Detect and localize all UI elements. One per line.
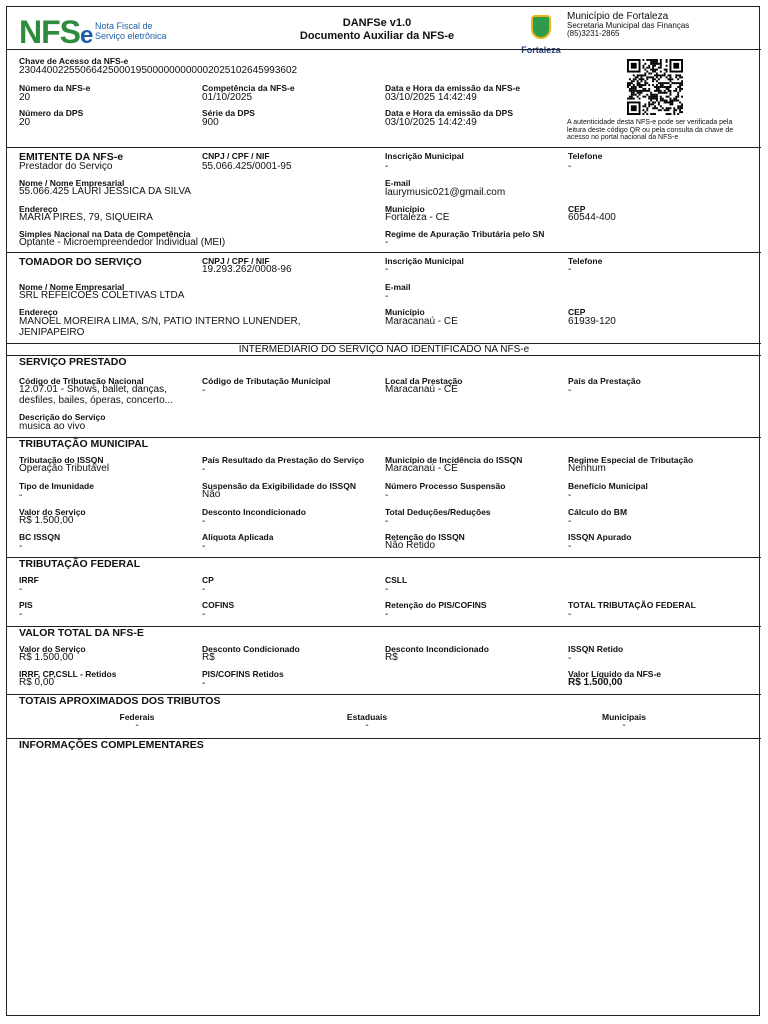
tomador-tel-label: Telefone xyxy=(568,256,603,266)
irrf-label: IRRF xyxy=(19,575,39,585)
nfse-logo-e: e xyxy=(80,22,93,49)
numero-dps-value: 20 xyxy=(19,117,31,128)
totais-fed-label: Federais xyxy=(119,712,155,722)
tomador-cep-value: 61939-120 xyxy=(568,316,616,327)
trib-mun-section-title: TRIBUTAÇÃO MUNICIPAL xyxy=(19,438,149,450)
desc-servico-label: Descrição do Serviço xyxy=(19,412,106,422)
tomador-end-line-1: MANOEL MOREIRA LIMA, S/N, PATIO INTERNO LUNENDER, xyxy=(19,316,301,327)
cod-nac-line-1: 12.07.01 - Shows, ballet, danças, xyxy=(19,384,167,395)
tomador-tel-value: - xyxy=(568,264,572,275)
csll-label: CSLL xyxy=(385,575,408,585)
desc-inc-label: Desconto Incondicionado xyxy=(202,507,306,517)
emitente-end-value: MARIA PIRES, 79, SIQUEIRA xyxy=(19,212,153,223)
local-prestacao-label: Local da Prestação xyxy=(385,376,463,386)
processo-label: Número Processo Suspensão xyxy=(385,481,506,491)
totais-mun-label: Municipais xyxy=(602,712,646,722)
cod-mun-value: - xyxy=(202,385,206,396)
tomador-cnpj-value: 19.293.262/0008-96 xyxy=(202,264,292,275)
pis-label: PIS xyxy=(19,600,33,610)
divider xyxy=(7,49,761,50)
valor-total-section-title: VALOR TOTAL DA NFS-E xyxy=(19,627,144,639)
emitente-cep-label: CEP xyxy=(568,204,586,214)
cod-nac-label: Código de Tributação Nacional xyxy=(19,376,144,386)
logo-sub-line-1: Nota Fiscal de xyxy=(95,21,153,31)
serie-dps-value: 900 xyxy=(202,117,219,128)
bc-issqn-value: - xyxy=(19,541,23,552)
mun-inc-label: Município de Incidência do ISSQN xyxy=(385,455,523,465)
trib-issqn-label: Tributação do ISSQN xyxy=(19,455,104,465)
chave-label: Chave de Acesso da NFS-e xyxy=(19,56,129,66)
vt-valor-value: R$ 1.500,00 xyxy=(19,652,74,663)
emitente-cnpj-value: 55.066.425/0001-95 xyxy=(202,161,292,172)
emitente-section-title: EMITENTE DA NFS-e xyxy=(19,151,124,163)
issqn-apurado-label: ISSQN Apurado xyxy=(568,532,632,542)
issqn-apurado-value: - xyxy=(568,541,572,552)
desc-servico-value: musica ao vivo xyxy=(19,421,86,432)
valor-servico-value: R$ 1.500,00 xyxy=(19,515,74,526)
vt-pis-value: - xyxy=(202,678,206,689)
competencia-label: Competência da NFS-e xyxy=(202,83,295,93)
totais-est-value: - xyxy=(365,720,369,731)
tomador-im-value: - xyxy=(385,264,389,275)
emissao-nfse-value: 03/10/2025 14:42:49 xyxy=(385,92,477,103)
emitente-nome-value: 55.066.425 LAURI JESSICA DA SILVA xyxy=(19,186,191,197)
cod-mun-label: Código de Tributação Municipal xyxy=(202,376,331,386)
deducoes-value: - xyxy=(385,516,389,527)
tomador-mun-value: Maracanaú - CE xyxy=(385,316,458,327)
local-prestacao-value: Maracanaú - CE xyxy=(385,384,458,395)
cod-nac-line-2: desfiles, bailes, óperas, concerto... xyxy=(19,395,173,406)
valor-servico-label: Valor do Serviço xyxy=(19,507,86,517)
vt-desc-cond-label: Desconto Condicionado xyxy=(202,644,300,654)
emitente-tel-value: - xyxy=(568,161,572,172)
suspensao-value: Não xyxy=(202,489,221,500)
cp-label: CP xyxy=(202,575,214,585)
tomador-cep-label: CEP xyxy=(568,307,586,317)
chave-value: 23044002255066425000195000000000002025102645993602 xyxy=(19,65,298,76)
totais-est-label: Estaduais xyxy=(346,712,388,722)
secretaria-name: Secretaria Municipal das Finanças xyxy=(567,21,690,30)
trib-fed-section-title: TRIBUTAÇÃO FEDERAL xyxy=(19,558,141,570)
emitente-cnpj-label: CNPJ / CPF / NIF xyxy=(202,151,270,161)
title-line-1: DANFSe v1.0 xyxy=(342,17,412,29)
emitente-nome-label: Nome / Nome Empresarial xyxy=(19,178,125,188)
pais-prestacao-value: - xyxy=(568,385,572,396)
vt-irrf-label: IRRF, CP,CSLL - Retidos xyxy=(19,669,117,679)
calc-bm-value: - xyxy=(568,516,572,527)
emitente-simples-value: Optante - Microempreendedor Individual (MEI) xyxy=(19,237,226,248)
suspensao-label: Suspensão da Exigibilidade do ISSQN xyxy=(202,481,356,491)
pais-prestacao-label: País da Prestação xyxy=(568,376,641,386)
emitente-email-value: laurymusic021@gmail.com xyxy=(385,187,506,198)
emitente-tel-label: Telefone xyxy=(568,151,603,161)
vt-iss-ret-label: ISSQN Retido xyxy=(568,644,624,654)
emitente-simples-label: Simples Nacional na Data de Competência xyxy=(19,229,191,239)
cofins-label: COFINS xyxy=(202,600,235,610)
bc-issqn-label: BC ISSQN xyxy=(19,532,61,542)
tomador-end-label: Endereço xyxy=(19,307,58,317)
danfse-document xyxy=(6,6,760,1016)
vt-desc-inc-label: Desconto Incondicionado xyxy=(385,644,489,654)
crest-shield-icon xyxy=(531,15,551,39)
vt-desc-cond-value: R$ xyxy=(202,652,215,663)
emissao-nfse-label: Data e Hora da emissão da NFS-e xyxy=(385,83,521,93)
qr-code-icon xyxy=(627,59,683,115)
imunidade-label: Tipo de Imunidade xyxy=(19,481,94,491)
municipio-phone: (85)3231-2865 xyxy=(567,29,620,38)
imunidade-value: - xyxy=(19,490,23,501)
desc-inc-value: - xyxy=(202,516,206,527)
retencao-issqn-label: Retenção do ISSQN xyxy=(385,532,465,542)
intermediario-note: INTERMEDIÁRIO DO SERVIÇO NÃO IDENTIFICADO NA NFS-e xyxy=(238,344,530,355)
nfse-logo-subtitle xyxy=(95,21,167,41)
tomador-end-line-2: JENIPAPEIRO xyxy=(19,327,85,338)
processo-value: - xyxy=(385,490,389,501)
emitente-end-label: Endereço xyxy=(19,204,58,214)
emitente-regime-value: - xyxy=(385,237,389,248)
divider xyxy=(7,252,761,253)
pais-res-value: - xyxy=(202,464,206,475)
emitente-role: Prestador do Serviço xyxy=(19,161,113,172)
vt-liquido-label: Valor Líquido da NFS-e xyxy=(568,669,662,679)
emitente-im-label: Inscrição Municipal xyxy=(385,151,464,161)
tomador-cnpj-label: CNPJ / CPF / NIF xyxy=(202,256,270,266)
tomador-im-label: Inscrição Municipal xyxy=(385,256,464,266)
vt-valor-label: Valor do Serviço xyxy=(19,644,86,654)
vt-liquido-value: R$ 1.500,00 xyxy=(568,677,623,688)
beneficio-label: Benefício Municipal xyxy=(568,481,648,491)
totais-section-title: TOTAIS APROXIMADOS DOS TRIBUTOS xyxy=(19,695,221,707)
crest-label: Fortaleza xyxy=(521,45,561,55)
irrf-value: - xyxy=(19,584,23,595)
logo-sub-line-2: Serviço eletrônica xyxy=(95,31,167,41)
emitente-cep-value: 60544-400 xyxy=(568,212,616,223)
ret-pis-cofins-label: Retenção do PIS/COFINS xyxy=(385,600,487,610)
tomador-email-label: E-mail xyxy=(385,282,411,292)
aliquota-label: Alíquota Aplicada xyxy=(202,532,274,542)
trib-issqn-value: Operação Tributável xyxy=(19,463,110,474)
vt-irrf-value: R$ 0,00 xyxy=(19,677,55,688)
servico-section-title: SERVIÇO PRESTADO xyxy=(19,356,127,368)
tomador-mun-label: Município xyxy=(385,307,425,317)
emissao-dps-value: 03/10/2025 14:42:49 xyxy=(385,117,477,128)
divider xyxy=(7,147,761,148)
municipio-name: Município de Fortaleza xyxy=(567,11,669,22)
emitente-email-label: E-mail xyxy=(385,178,411,188)
emitente-im-value: - xyxy=(385,161,389,172)
reg-esp-value: Nenhum xyxy=(568,463,606,474)
document-title xyxy=(227,17,527,43)
retencao-issqn-value: Não Retido xyxy=(385,540,436,551)
title-line-2: Documento Auxiliar da NFS-e xyxy=(299,30,455,42)
numero-nfse-label: Número da NFS-e xyxy=(19,83,91,93)
totais-fed-value: - xyxy=(135,720,139,731)
cofins-value: - xyxy=(202,609,206,620)
competencia-value: 01/10/2025 xyxy=(202,92,253,103)
numero-dps-label: Número da DPS xyxy=(19,108,84,118)
qr-note: A autenticidade desta NFS-e pode ser verificada pela leitura deste código QR ou pela consulta da chave de acesso no portal nacional da NFS-e xyxy=(567,119,734,141)
tomador-section-title: TOMADOR DO SERVIÇO xyxy=(19,256,142,268)
tomador-nome-value: SRL REFEICOES COLETIVAS LTDA xyxy=(19,290,185,301)
aliquota-value: - xyxy=(202,541,206,552)
fortaleza-crest-icon xyxy=(519,13,563,53)
emitente-mun-value: Fortaleza - CE xyxy=(385,212,450,223)
vt-desc-inc-value: R$ xyxy=(385,652,398,663)
cp-value: - xyxy=(202,584,206,595)
calc-bm-label: Cálculo do BM xyxy=(568,507,628,517)
vt-iss-ret-value: - xyxy=(568,653,572,664)
beneficio-value: - xyxy=(568,490,572,501)
deducoes-label: Total Deduções/Reduções xyxy=(385,507,491,517)
total-fed-label: TOTAL TRIBUTAÇÃO FEDERAL xyxy=(568,600,696,610)
emitente-regime-label: Regime de Apuração Tributária pelo SN xyxy=(385,229,545,239)
vt-pis-label: PIS/COFINS Retidos xyxy=(202,669,284,679)
info-section-title: INFORMAÇÕES COMPLEMENTARES xyxy=(19,739,204,751)
emissao-dps-label: Data e Hora da emissão da DPS xyxy=(385,108,514,118)
reg-esp-label: Regime Especial de Tributação xyxy=(568,455,694,465)
mun-inc-value: Maracanaú - CE xyxy=(385,463,458,474)
municipio-header xyxy=(567,11,757,38)
numero-nfse-value: 20 xyxy=(19,92,31,103)
emitente-mun-label: Município xyxy=(385,204,425,214)
csll-value: - xyxy=(385,584,389,595)
pais-res-label: País Resultado da Prestação do Serviço xyxy=(202,455,365,465)
nfse-logo-text: NFS xyxy=(19,14,80,50)
ret-pis-cofins-value: - xyxy=(385,609,389,620)
nfse-logo xyxy=(19,14,179,50)
totais-mun-value: - xyxy=(622,720,626,731)
tomador-email-value: - xyxy=(385,291,389,302)
pis-value: - xyxy=(19,609,23,620)
tomador-nome-label: Nome / Nome Empresarial xyxy=(19,282,125,292)
total-fed-value: - xyxy=(568,609,572,620)
serie-dps-label: Série da DPS xyxy=(202,108,255,118)
